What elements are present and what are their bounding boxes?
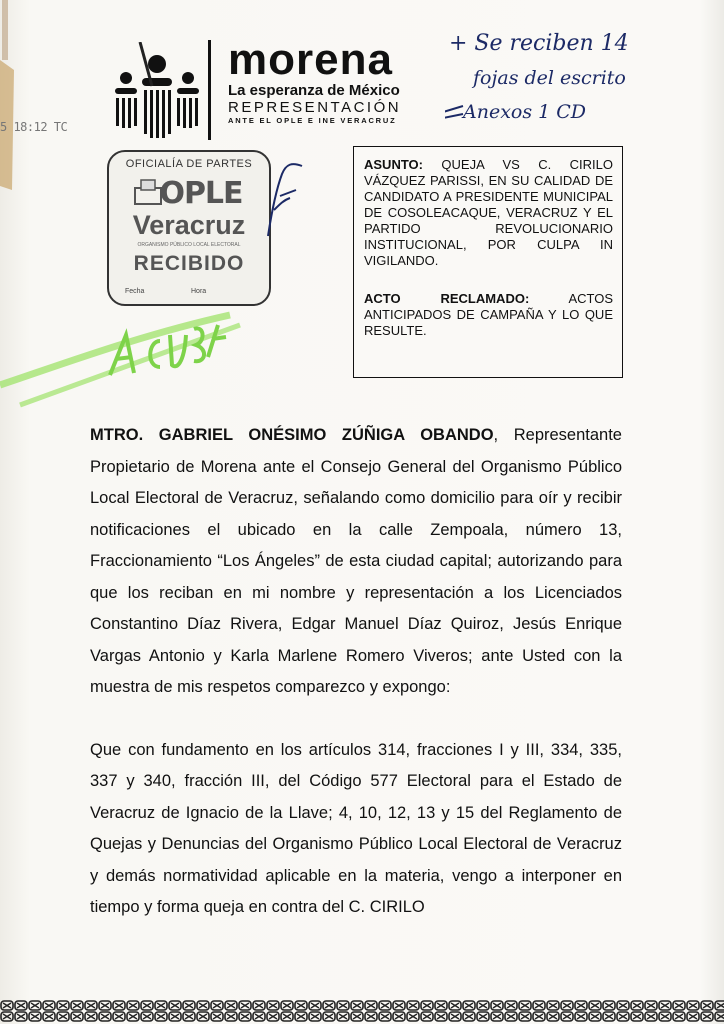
body-paragraph-2: Que con fundamento en los artículos 314, fracciones I y III, 334, 335, 337 y 340, fracción III, del Código 577 Electoral para el Estado de Veracruz de Ignacio de la Llave; 4, 10, 12, 13 y 15 del Reglamento de Quejas y Denuncias del Organismo Público Local Electoral de Veracruz y demás normatividad aplicable en la materia, vengo a interponer en tiempo y forma queja en contra del C. CIRILO <box>90 740 622 916</box>
brand-name: morena <box>228 35 393 84</box>
scanner-timestamp: 5 18:12 TC <box>0 120 68 134</box>
morena-logo <box>112 30 452 140</box>
signature-scribble <box>262 160 308 240</box>
asunto-paragraph <box>364 157 613 269</box>
body-paragraph-1 <box>90 420 622 704</box>
handwritten-line-2: fojas del escrito <box>473 67 626 89</box>
asunto-label: ASUNTO: <box>364 157 423 172</box>
handwritten-line-3: Anexos 1 CD <box>463 101 587 123</box>
body-paragraph-1-text: , Representante Propietario de Morena ante el Consejo General del Organismo Público Local Electoral de Veracruz, señalando como domicilio para oír y recibir notificaciones el ubicado en la calle Zempoala, número 13, Fraccionamiento “Los Ángeles” de esta ciudad capital; autorizando para que los reciban en mi nombre y representación a los Licenciados Constantino Díaz Rivera, Edgar Manuel Díaz Quiroz, Jesús Enrique Vargas Antonio y Karla Marlene Romero Viveros; ante Usted con la muestra de mis respetos comparezco y expongo: <box>90 426 622 696</box>
slogan: La esperanza de México <box>228 82 400 99</box>
logo-divider <box>208 40 211 140</box>
stamp-state: Veracruz <box>132 210 246 240</box>
representative-name: MTRO. GABRIEL ONÉSIMO ZÚÑIGA OBANDO <box>90 426 494 444</box>
people-icon <box>112 42 202 142</box>
decorative-border <box>0 998 724 1024</box>
subject-box <box>353 146 623 378</box>
stamp-time-label: Hora <box>191 288 207 295</box>
representation-title: REPRESENTACIÓN <box>228 99 402 116</box>
handwritten-line-1: + Se reciben 14 <box>449 31 629 56</box>
handwritten-note <box>445 22 715 132</box>
logo-text <box>228 35 458 126</box>
acto-label: ACTO RECLAMADO: <box>364 291 530 306</box>
binder-clip <box>0 0 20 190</box>
reception-stamp <box>107 150 271 306</box>
representation-subtitle: ANTE EL OPLE E INE VERACRUZ <box>228 116 397 125</box>
stamp-title: OFICIALÍA DE PARTES <box>125 158 253 170</box>
stamp-date-label: Fecha <box>125 288 145 295</box>
acto-text: ACTOS ANTICIPADOS DE CAMPAÑA Y LO QUE RESULTE. <box>364 291 613 338</box>
acto-paragraph <box>364 291 613 339</box>
stamp-ople: OPLE <box>159 176 243 211</box>
stamp-org: ORGANISMO PÚBLICO LOCAL ELECTORAL <box>137 242 241 248</box>
stamp-status: RECIBIDO <box>133 252 245 275</box>
asunto-text: QUEJA VS C. CIRILO VÁZQUEZ PARISSI, EN SU CALIDAD DE CANDIDATO A PRESIDENTE MUNICIPAL DE COSOLEACAQUE, VERACRUZ Y EL PARTIDO REVOLUCIONARIO INSTITUCIONAL, POR CULPA IN VIGILANDO. <box>364 157 613 268</box>
green-acuse-mark <box>0 295 320 425</box>
document-body <box>90 420 622 924</box>
